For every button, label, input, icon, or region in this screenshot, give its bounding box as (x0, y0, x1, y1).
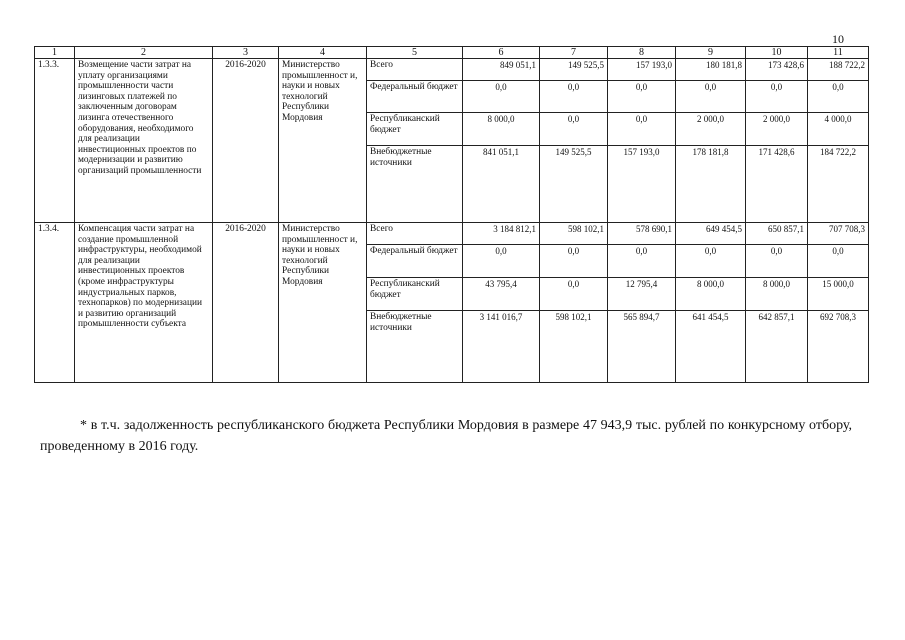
value-cell: 178 181,8 (676, 146, 746, 223)
header-cell: 6 (463, 47, 540, 59)
value-cell: 171 428,6 (746, 146, 808, 223)
item-executor: Министерство промышленност и, науки и новых технологий Республики Мордовия (279, 59, 367, 223)
value-cell: 188 722,2 (808, 59, 869, 81)
value-cell: 0,0 (746, 81, 808, 113)
header-cell: 5 (367, 47, 463, 59)
item-code: 1.3.4. (35, 223, 75, 383)
value-cell: 598 102,1 (540, 223, 608, 245)
source-name: Республиканский бюджет (367, 113, 463, 146)
value-cell: 2 000,0 (676, 113, 746, 146)
value-cell: 565 894,7 (608, 311, 676, 383)
value-cell: 43 795,4 (463, 278, 540, 311)
value-cell: 0,0 (463, 245, 540, 278)
value-cell: 0,0 (676, 81, 746, 113)
value-cell: 0,0 (676, 245, 746, 278)
value-cell: 149 525,5 (540, 146, 608, 223)
value-cell: 15 000,0 (808, 278, 869, 311)
header-cell: 7 (540, 47, 608, 59)
value-cell: 8 000,0 (746, 278, 808, 311)
value-cell: 3 184 812,1 (463, 223, 540, 245)
value-cell: 598 102,1 (540, 311, 608, 383)
source-name: Республиканский бюджет (367, 278, 463, 311)
value-cell: 0,0 (608, 81, 676, 113)
value-cell: 649 454,5 (676, 223, 746, 245)
value-cell: 149 525,5 (540, 59, 608, 81)
header-cell: 3 (213, 47, 279, 59)
value-cell: 578 690,1 (608, 223, 676, 245)
value-cell: 0,0 (608, 113, 676, 146)
value-cell: 8 000,0 (463, 113, 540, 146)
header-row (35, 47, 869, 59)
value-cell: 0,0 (746, 245, 808, 278)
value-cell: 4 000,0 (808, 113, 869, 146)
value-cell: 0,0 (540, 278, 608, 311)
source-name: Внебюджетные источники (367, 146, 463, 223)
value-cell: 2 000,0 (746, 113, 808, 146)
item-executor: Министерство промышленност и, науки и новых технологий Республики Мордовия (279, 223, 367, 383)
value-cell: 173 428,6 (746, 59, 808, 81)
source-name: Всего (367, 223, 463, 245)
value-cell: 3 141 016,7 (463, 311, 540, 383)
header-cell: 4 (279, 47, 367, 59)
item-period: 2016-2020 (213, 223, 279, 383)
value-cell: 0,0 (463, 81, 540, 113)
value-cell: 0,0 (808, 245, 869, 278)
header-cell: 10 (746, 47, 808, 59)
value-cell: 12 795,4 (608, 278, 676, 311)
item-code: 1.3.3. (35, 59, 75, 223)
value-cell: 0,0 (540, 81, 608, 113)
value-cell: 184 722,2 (808, 146, 869, 223)
table-row (35, 59, 869, 81)
value-cell: 157 193,0 (608, 146, 676, 223)
value-cell: 650 857,1 (746, 223, 808, 245)
header-cell: 9 (676, 47, 746, 59)
item-description: Возмещение части затрат на уплату организациями промышленности части лизинговых платежей по заключенным договорам лизинга отечественного оборудования, необходимого для реализации инвестиционных проектов по модернизации и развитию организаций промышленности (75, 59, 213, 223)
value-cell: 157 193,0 (608, 59, 676, 81)
source-name: Внебюджетные источники (367, 311, 463, 383)
value-cell: 8 000,0 (676, 278, 746, 311)
header-cell: 8 (608, 47, 676, 59)
footnote: * в т.ч. задолженность республиканского бюджета Республики Мордовия в размере 47 943,9 тыс. рублей по конкурсному отбору, проведенному в 2016 году. (40, 418, 852, 454)
source-name: Федеральный бюджет (367, 81, 463, 113)
value-cell: 180 181,8 (676, 59, 746, 81)
item-description: Компенсация части затрат на создание промышленной инфраструктуры, необходимой для реализации инвестиционных проектов (кроме инфраструктуры индустриальных парков, технопарков) по модернизации и развитию организаций промышленности субъекта (75, 223, 213, 383)
value-cell: 642 857,1 (746, 311, 808, 383)
header-cell: 11 (808, 47, 869, 59)
budget-table (34, 46, 869, 383)
header-cell: 1 (35, 47, 75, 59)
source-name: Всего (367, 59, 463, 81)
item-period: 2016-2020 (213, 59, 279, 223)
value-cell: 0,0 (608, 245, 676, 278)
value-cell: 707 708,3 (808, 223, 869, 245)
value-cell: 0,0 (808, 81, 869, 113)
header-cell: 2 (75, 47, 213, 59)
value-cell: 692 708,3 (808, 311, 869, 383)
value-cell: 0,0 (540, 245, 608, 278)
value-cell: 641 454,5 (676, 311, 746, 383)
page-number: 10 (832, 32, 844, 46)
table-row (35, 223, 869, 245)
value-cell: 841 051,1 (463, 146, 540, 223)
source-name: Федеральный бюджет (367, 245, 463, 278)
value-cell: 849 051,1 (463, 59, 540, 81)
value-cell: 0,0 (540, 113, 608, 146)
